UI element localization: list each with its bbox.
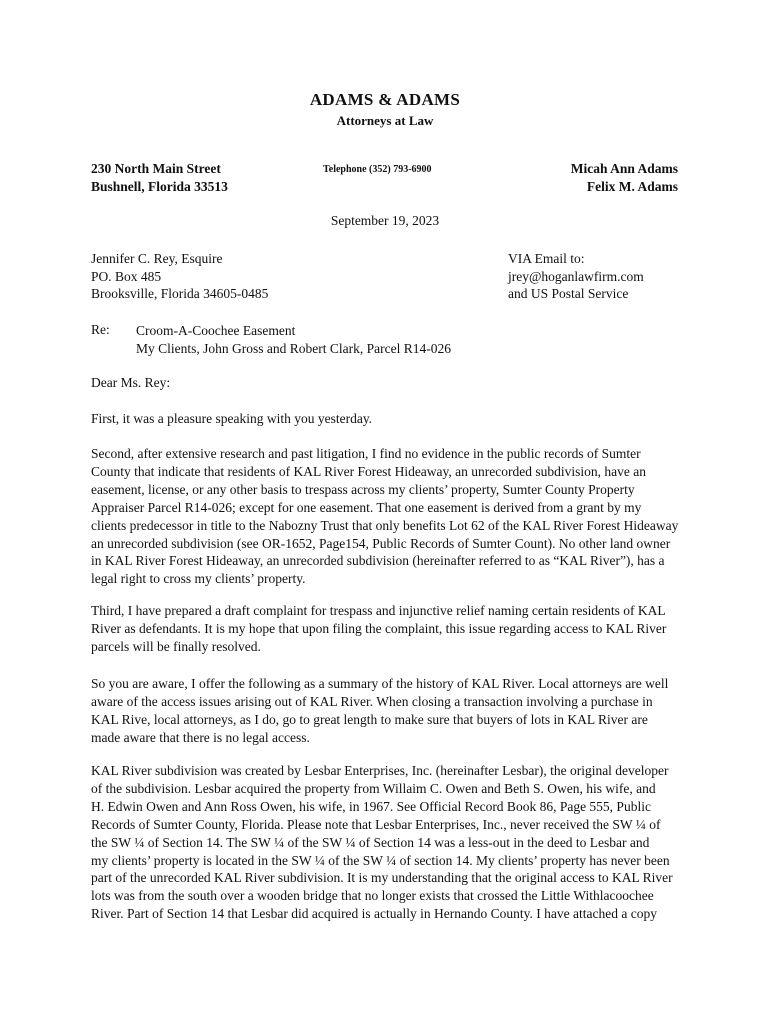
- delivery-line: VIA Email to:: [508, 251, 585, 266]
- paragraph-line: lots was from the south over a wooden bridge that no longer exists that crossed the Little Withlacoochee: [91, 888, 654, 904]
- re-subject: [136, 322, 451, 358]
- recipient-line: Jennifer C. Rey, Esquire: [91, 251, 223, 266]
- attorney-names: [571, 160, 678, 196]
- paragraph-line: of the subdivision. Lesbar acquired the property from Willaim C. Owen and Beth S. Owen, his wife, and: [91, 780, 656, 796]
- paragraph-line: H. Edwin Owen and Ann Ross Owen, his wife, in 1967. See Official Record Book 86, Page 555, Public: [91, 798, 651, 814]
- body-paragraph: [91, 762, 679, 923]
- paragraph-line: easement, license, or any other basis to trespass across my clients’ property, Sumter County Property: [91, 481, 635, 497]
- attorney-name: Felix M. Adams: [586, 179, 678, 194]
- re-line: Croom-A-Coochee Easement: [136, 323, 296, 338]
- address-line: 230 North Main Street: [91, 161, 221, 176]
- paragraph-line: Appraiser Parcel R14-026; except for one easement. That one easement is derived from a grant by my: [91, 499, 642, 515]
- recipient-line: PO. Box 485: [91, 268, 162, 284]
- delivery-line: and US Postal Service: [508, 286, 629, 301]
- paragraph-line: Third, I have prepared a draft complaint for trespass and injunctive relief naming certain residents of KAL: [91, 603, 666, 618]
- body-paragraph: [91, 445, 679, 588]
- recipient-block: [91, 250, 268, 303]
- paragraph-line: KAL Rive, local attorneys, as I do, go to great length to make sure that buyers of lots in KAL River are: [91, 711, 648, 727]
- letter-date: September 19, 2023: [330, 213, 440, 228]
- paragraph-line: the SW ¼ of Section 14. The SW ¼ of the SW ¼ of Section 14 was a less-out in the deed to Lesbar and: [91, 834, 650, 850]
- re-line: My Clients, John Gross and Robert Clark, Parcel R14-026: [136, 341, 451, 356]
- paragraph-line: my clients’ property is located in the SW ¼ of the SW ¼ of section 14. My clients’ property has never been: [91, 852, 670, 868]
- body-paragraph: [91, 410, 679, 428]
- paragraph-line: Records of Sumter County, Florida. Please note that Lesbar Enterprises, Inc., never received the SW ¼ of: [91, 816, 661, 832]
- paragraph-line: made aware that there is no legal access.: [91, 729, 310, 745]
- paragraph-line: clients predecessor in title to the Nabozny Trust that only benefits Lot 62 of the KAL River Forest Hideaway: [91, 517, 679, 533]
- paragraph-line: First, it was a pleasure speaking with you yesterday.: [91, 411, 373, 426]
- paragraph-line: part of the unrecorded KAL River subdivision. It is my understanding that the original access to KAL River: [91, 870, 673, 886]
- paragraph-line: an unrecorded subdivision (see OR-1652, Page154, Public Records of Sumter Count). No other land owner: [91, 535, 671, 551]
- re-label: Re:: [91, 322, 110, 337]
- body-paragraph: [91, 602, 679, 656]
- firm-address: [91, 160, 228, 196]
- paragraph-line: County that indicate that residents of KAL River Forest Hideaway, an unrecorded subdivision, have an: [91, 463, 646, 479]
- recipient-line: Brooksville, Florida 34605-0485: [91, 286, 269, 301]
- delivery-email: jrey@hoganlawfirm.com: [508, 268, 644, 284]
- firm-subtitle: Attorneys at Law: [336, 113, 434, 128]
- firm-name: ADAMS & ADAMS: [309, 90, 461, 109]
- address-line: Bushnell, Florida 33513: [91, 179, 228, 194]
- paragraph-line: legal right to cross my clients’ property.: [91, 571, 306, 587]
- paragraph-line: aware of the access issues arising out of KAL River. When closing a transaction involving a purchase in: [91, 693, 653, 709]
- paragraph-line: KAL River subdivision was created by Lesbar Enterprises, Inc. (hereinafter Lesbar), the original developer: [91, 763, 669, 778]
- paragraph-line: in KAL River Forest Hideaway, an unrecorded subdivision (hereinafter referred to as “KAL River”), has a: [91, 553, 665, 569]
- paragraph-line: River. Part of Section 14 that Lesbar did acquired is actually in Hernando County. I have attached a copy: [91, 906, 657, 922]
- paragraph-line: River as defendants. It is my hope that upon filing the complaint, this issue regarding access to KAL River: [91, 620, 667, 636]
- paragraph-line: parcels will be finally resolved.: [91, 638, 261, 654]
- paragraph-line: Second, after extensive research and past litigation, I find no evidence in the public records of Sumter: [91, 446, 641, 461]
- body-paragraph: [91, 675, 679, 747]
- salutation: Dear Ms. Rey:: [91, 375, 171, 390]
- attorney-name: Micah Ann Adams: [570, 161, 678, 176]
- firm-telephone: Telephone (352) 793-6900: [323, 164, 432, 175]
- paragraph-line: So you are aware, I offer the following as a summary of the history of KAL River. Local attorneys are well: [91, 676, 669, 691]
- delivery-method: [508, 250, 644, 303]
